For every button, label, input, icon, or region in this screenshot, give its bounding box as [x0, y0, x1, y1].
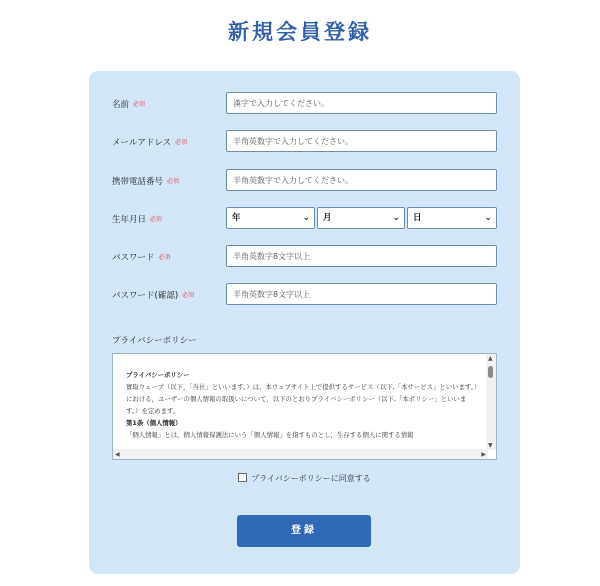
- registration-form: [89, 71, 520, 574]
- birth-day-select[interactable]: 日 ⌄: [407, 207, 497, 229]
- horizontal-scrollbar[interactable]: [113, 449, 488, 459]
- scroll-right-icon[interactable]: ▶: [481, 451, 486, 458]
- scroll-up-icon[interactable]: ▲: [488, 355, 493, 362]
- scrollbar-thumb[interactable]: [488, 366, 493, 378]
- email-input[interactable]: [226, 130, 497, 152]
- email-label: メールアドレス 必須: [112, 138, 188, 148]
- scroll-down-icon[interactable]: ▼: [488, 442, 493, 449]
- chevron-down-icon: ⌄: [392, 213, 400, 223]
- phone-input[interactable]: [226, 169, 497, 191]
- password-confirm-label: パスワード(確認) 必須: [112, 291, 195, 301]
- agree-checkbox-row: [89, 473, 520, 484]
- required-badge: 必須: [158, 254, 171, 261]
- required-badge: 必須: [133, 101, 146, 108]
- birth-month-select[interactable]: 月 ⌄: [317, 207, 405, 229]
- password-label: パスワード 必須: [112, 253, 171, 263]
- policy-textbox[interactable]: [112, 353, 497, 460]
- register-button[interactable]: 登録: [237, 515, 371, 547]
- required-badge: 必須: [182, 292, 195, 299]
- password-confirm-row: [89, 289, 520, 313]
- policy-content: [126, 369, 478, 441]
- required-badge: 必須: [167, 178, 180, 185]
- policy-paragraph: 「個人情報」とは，個人情報保護法にいう「個人情報」を指すものとし，生存する個人に関する情報: [126, 431, 414, 439]
- phone-label: 携帯電話番号 必須: [112, 177, 180, 187]
- birth-year-select[interactable]: 年 ⌄: [226, 207, 315, 229]
- page-title: 新規会員登録: [228, 20, 372, 44]
- password-row: [89, 251, 520, 275]
- agree-checkbox[interactable]: [238, 473, 247, 482]
- required-badge: 必須: [175, 139, 188, 146]
- policy-paragraph: 實取ウェーブ（以下，「当社」といいます。）は，本ウェブサイト上で提供するサービス（以下,「本サービス」といいます。）における，ユーザーの個人情報の取扱いについて，以下のとおりプライバシーポリシー（以下,「本ポリシー」といいます。）を定めます。: [126, 383, 478, 415]
- name-input[interactable]: [226, 92, 497, 114]
- name-label: 名前 必須: [112, 100, 146, 110]
- policy-title: プライバシーポリシー: [112, 336, 197, 346]
- scroll-left-icon[interactable]: ◀: [115, 451, 120, 458]
- password-input[interactable]: [226, 245, 497, 267]
- birthdate-row: [89, 213, 520, 237]
- policy-section-heading: 第1条（個人情報）: [126, 419, 182, 427]
- required-badge: 必須: [150, 216, 163, 223]
- policy-heading: プライバシーポリシー: [126, 371, 190, 379]
- chevron-down-icon: ⌄: [484, 213, 492, 223]
- name-row: [89, 98, 520, 122]
- chevron-down-icon: ⌄: [302, 213, 310, 223]
- agree-label[interactable]: プライバシーポリシーに同意する: [251, 474, 371, 483]
- birthdate-label: 生年月日 必須: [112, 215, 163, 225]
- vertical-scrollbar[interactable]: [486, 354, 496, 450]
- phone-row: [89, 175, 520, 199]
- email-row: [89, 136, 520, 160]
- password-confirm-input[interactable]: [226, 283, 497, 305]
